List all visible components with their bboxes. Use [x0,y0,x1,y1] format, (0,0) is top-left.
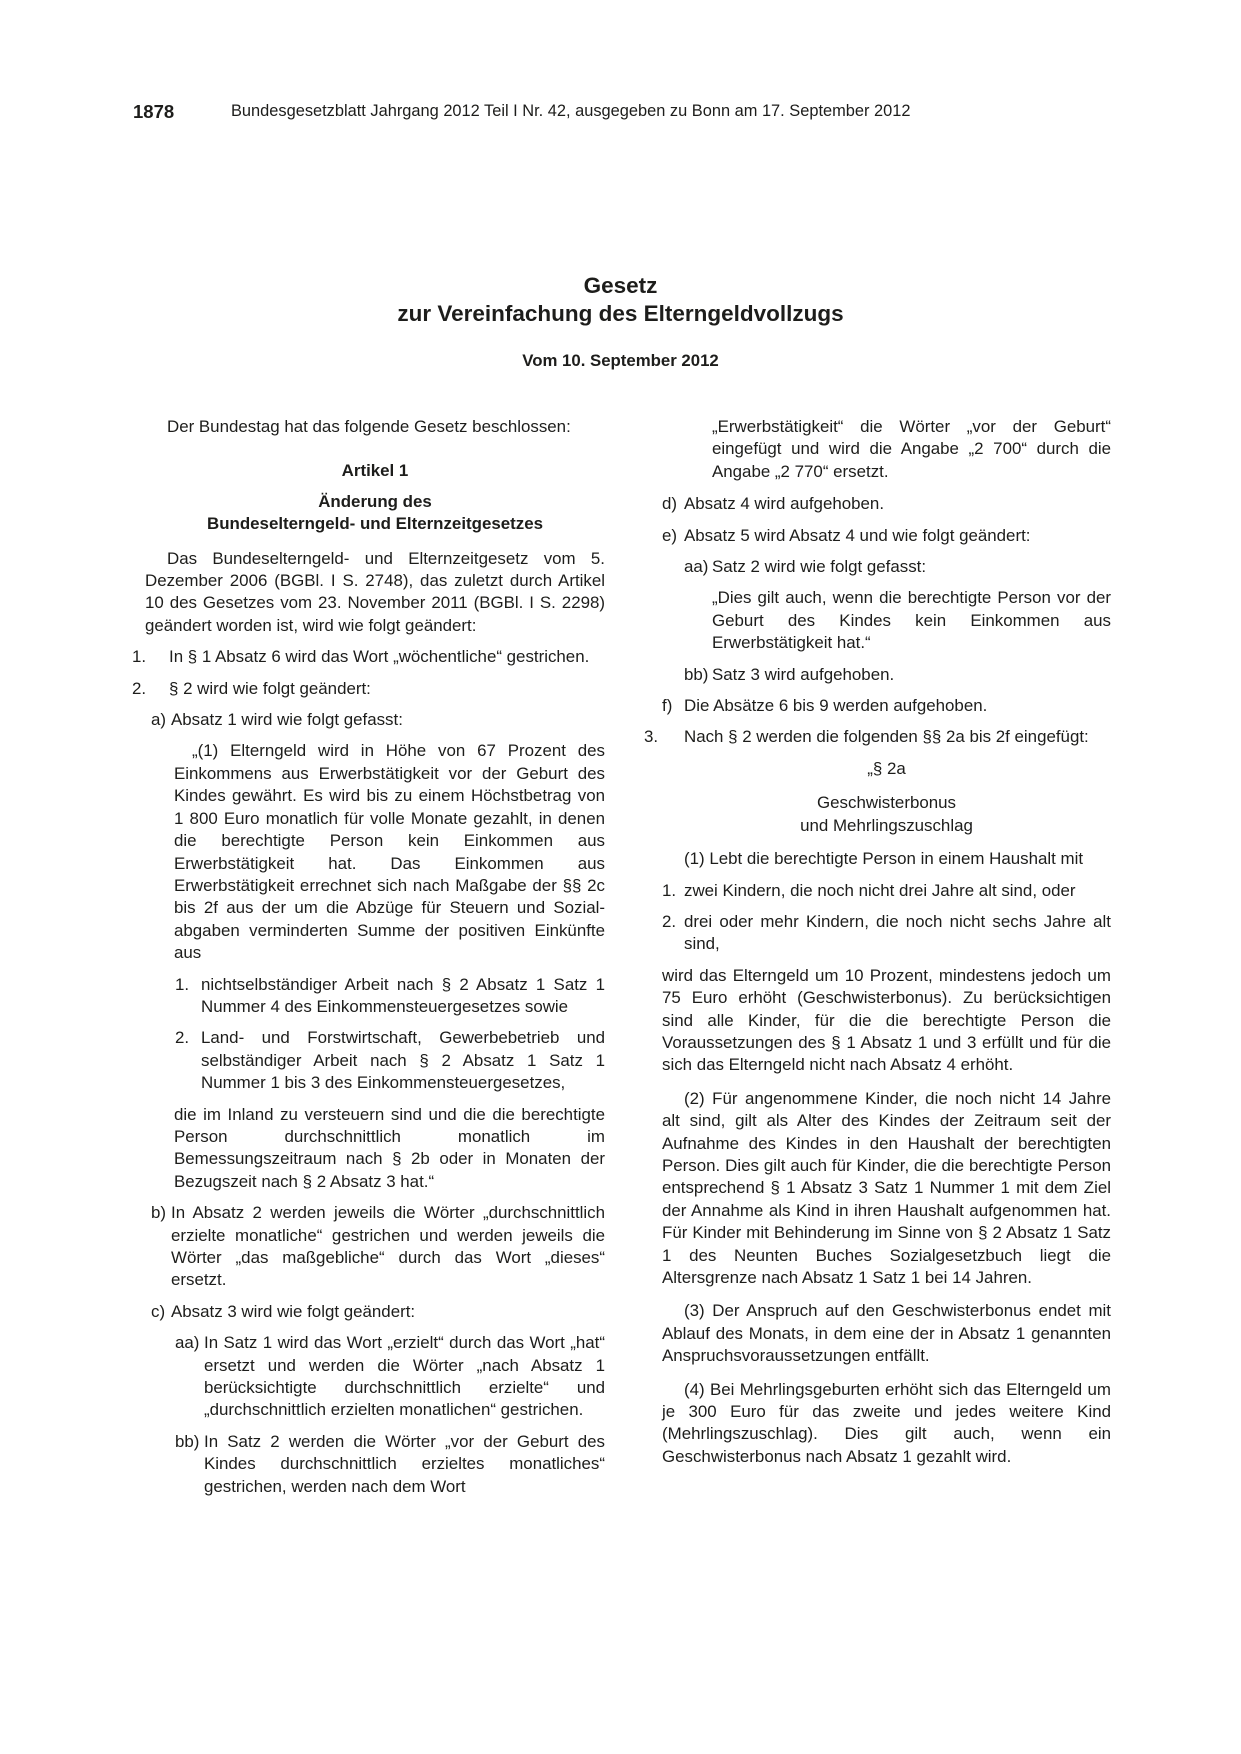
law-title-line-2: zur Vereinfachung des Elterngeldvollzugs [397,301,844,326]
article-title-line-2: Bundeselterngeld- und Elternzeitgesetzes [207,514,543,534]
list-item [145,1301,605,1323]
item-text: Absatz 4 wird aufgehoben. [684,494,885,514]
law-date: Vom 10. September 2012 [522,351,719,370]
running-head: Bundesgesetzblatt Jahrgang 2012 Teil I Nr. 42, ausgegeben zu Bonn am 17. September 2012 [231,102,911,120]
list-item [145,974,605,1019]
item-text: Land- und Forstwirtschaft, Gewerbebetrieb und selbständiger Arbeit nach § 2 Absatz 1 Satz 1 Nummer 1 bis 3 des Einkommensteuergesetzes, [201,1028,605,1093]
item-text: Die Absätze 6 bis 9 werden aufgehoben. [684,696,988,716]
list-item [145,1027,605,1094]
list-item [662,880,1111,902]
section-title-line-2: und Mehrlingszuschlag [800,815,973,835]
section-title-line-1: Geschwisterbonus [817,793,956,813]
paragraph-1: (1) Lebt die berechtigte Person in einem Haushalt mit [684,849,1084,869]
item-text: In § 1 Absatz 6 wird das Wort „wöchentliche“ gestrichen. [169,647,590,667]
paragraph-1-end: wird das Elterngeld um 10 Prozent, mindestens jedoch um 75 Euro erhöht (Geschwisterbonus). Zu berücksichtigen sind alle Kinder, für die die berechtigte Person die Voraussetzungen des § 1 Absatz 1 und 3 erfüllt und für die sich das Elterngeld nicht nach Absatz 4 erhöht. [662,965,1111,1075]
item-label: 2. [132,678,147,698]
quoted-paragraph: „(1) Elterngeld wird in Höhe von 67 Prozent des Einkommens aus Erwerbstätigkeit vor der Geburt des Kindes gewährt. Es wird bis zu einem Höchstbetrag von 1 800 Euro monatlich für volle Monate gezahlt, in denen die berechtigte Person kein Einkommen aus Erwerbstätigkeit hat. Das Einkommen aus Erwerbstätigkeit errechnet sich nach Maßgabe der §§ 2c bis 2f aus der um die Abzüge für Steuern und Sozialabgaben verminderten Summe der positiven Einkünfte aus [174,741,605,963]
law-title-block [0,272,1241,372]
item-label: bb) [175,1431,200,1451]
page-number: 1878 [133,101,175,122]
item-label: 3. [644,727,659,747]
law-title-line-1: Gesetz [583,273,658,298]
left-column [132,416,605,1507]
item-text: Nach § 2 werden die folgenden §§ 2a bis 2f eingefügt: [684,727,1089,747]
item-text: § 2 wird wie folgt geändert: [169,678,371,698]
list-item [662,525,1111,547]
item-label: d) [662,494,678,514]
list-item [662,911,1111,956]
enactment-clause: Der Bundestag hat das folgende Gesetz beschlossen: [167,417,571,436]
paragraph-3: (3) Der Anspruch auf den Geschwisterbonus endet mit Ablauf des Monats, in dem eine der in Absatz 1 genannten Anspruchsvoraussetzungen entfällt. [662,1301,1111,1366]
article-intro: Das Bundeselterngeld- und Elternzeitgesetz vom 5. Dezember 2006 (BGBl. I S. 2748), das zuletzt durch Artikel 10 des Gesetzes vom 23. November 2011 (BGBl. I S. 2298) geändert worden ist, wird wie folgt geändert: [145,548,605,635]
item-label: f) [662,696,673,716]
page-header [133,101,1113,127]
item-text: Absatz 1 wird wie folgt gefasst: [171,710,403,730]
item-text: zwei Kindern, die noch nicht drei Jahre alt sind, oder [684,880,1076,900]
item-text: In Satz 1 wird das Wort „erzielt“ durch das Wort „hat“ ersetzt und werden die Wörter „nach Absatz 1 berücksichtigte durchschnittlich erzielte“ und „durchschnittlich erzielten monatlichen“ gestrichen. [204,1333,605,1420]
quoted-paragraph-end: die im Inland zu versteuern sind und die die berechtigte Person durchschnittlich monatlich im Bemessungszeitraum nach § 2b oder in Monaten der Bezugszeit nach § 2 Absatz 3 hat.“ [174,1104,605,1191]
paragraph-4: (4) Bei Mehrlingsgeburten erhöht sich das Elterngeld um je 300 Euro für das zweite und jedes weitere Kind (Mehrlingszuschlag). Dies gilt auch, wenn ein Geschwisterbonus nach Absatz 1 gezahlt wird. [662,1379,1111,1466]
list-item [145,709,605,731]
list-item [145,1332,605,1422]
item-text: Satz 3 wird aufgehoben. [712,664,895,684]
list-item [145,1202,605,1292]
item-text: Satz 2 wird wie folgt gefasst: [712,557,927,577]
item-label: 1. [132,647,147,667]
item-label: c) [151,1301,166,1321]
item-label: 1. [175,974,190,994]
list-item [132,678,605,700]
list-item [662,556,1111,578]
item-text: In Absatz 2 werden jeweils die Wörter „durchschnittlich erzielte monatliche“ gestrichen und werden jeweils die Wörter „das maßgebliche“ durch das Wort „dieses“ ersetzt. [171,1203,605,1290]
item-label: bb) [684,664,709,684]
item-text: nichtselbständiger Arbeit nach § 2 Absatz 1 Satz 1 Nummer 4 des Einkommensteuergesetzes sowie [201,974,605,1016]
item-text: drei oder mehr Kindern, die noch nicht sechs Jahre alt sind, [684,911,1111,954]
article-heading: Artikel 1 [341,461,409,481]
article-title-line-1: Änderung des [318,491,432,511]
right-column [644,416,1111,1477]
item-label: aa) [684,557,709,577]
item-label: aa) [175,1333,200,1353]
list-item [145,1431,605,1498]
item-label: 2. [662,911,677,931]
list-item [662,695,1111,717]
section-number: „§ 2a [867,758,906,778]
item-label: e) [662,525,678,545]
item-text: Absatz 3 wird wie folgt geändert: [171,1301,416,1321]
list-item [662,664,1111,686]
item-label: b) [151,1203,167,1223]
list-item [644,726,1111,748]
item-continuation: „Erwerbstätigkeit“ die Wörter „vor der Geburt“ eingefügt und wird die Angabe „2 700“ durch die Angabe „2 770“ ersetzt. [712,417,1111,481]
list-item [662,493,1111,515]
paragraph-2: (2) Für angenommene Kinder, die noch nicht 14 Jahre alt sind, gilt als Alter des Kindes der Zeitraum seit der Aufnahme des Kindes in den Haushalt der berechtigten Person. Dies gilt auch für Kinder, die die berechtigte Person entsprechend § 1 Absatz 3 Satz 1 Nummer 1 mit dem Ziel der Annahme als Kind in ihren Haushalt aufgenommen hat. Für Kinder mit Behinderung im Sinne von § 2 Absatz 1 Satz 1 des Neunten Buches Sozialgesetzbuch liegt die Altersgrenze nach Absatz 1 Satz 1 bei 14 Jahren. [662,1088,1111,1287]
list-item [132,646,605,668]
item-text: In Satz 2 werden die Wörter „vor der Geburt des Kindes durchschnittlich erzieltes monatliches“ gestrichen, werden nach dem Wort [204,1431,605,1496]
item-text: Absatz 5 wird Absatz 4 und wie folgt geändert: [684,525,1031,545]
item-label: a) [151,710,167,730]
item-label: 1. [662,880,677,900]
item-label: 2. [175,1028,190,1048]
quoted-sentence: „Dies gilt auch, wenn die berechtigte Person vor der Geburt des Kindes kein Einkommen aus Erwerbstätigkeit hat.“ [712,588,1111,653]
